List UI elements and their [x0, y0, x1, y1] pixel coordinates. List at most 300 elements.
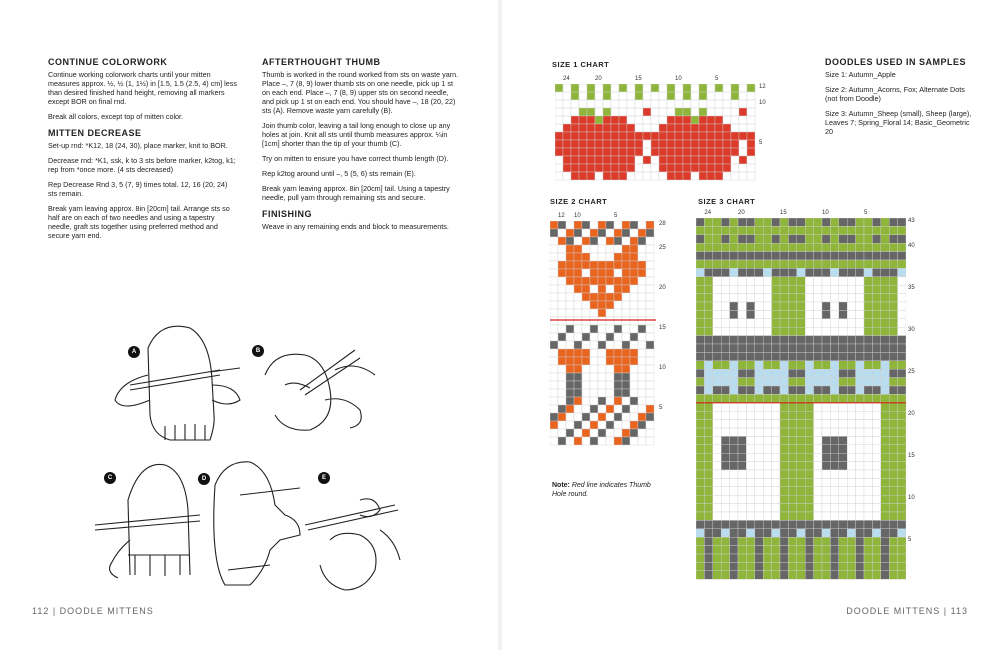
- chart-cell: [814, 252, 822, 260]
- chart-cell: [590, 269, 598, 277]
- chart-cell: [805, 554, 813, 562]
- chart-cell: [643, 156, 651, 164]
- chart-cell: [723, 84, 731, 92]
- chart-cell: [739, 132, 747, 140]
- chart-cell: [889, 487, 897, 495]
- chart-cell: [730, 352, 738, 360]
- chart-cell: [566, 293, 574, 301]
- chart-cell: [731, 156, 739, 164]
- chart-cell: [755, 302, 763, 310]
- chart-cell: [872, 403, 880, 411]
- chart-cell: [738, 403, 746, 411]
- chart-cell: [590, 357, 598, 365]
- chart-cell: [830, 344, 838, 352]
- chart-cell: [595, 140, 603, 148]
- chart-cell: [603, 140, 611, 148]
- chart-cell: [797, 218, 805, 226]
- chart-cell: [805, 235, 813, 243]
- chart-cell: [872, 235, 880, 243]
- chart-cell: [797, 453, 805, 461]
- chart-cell: [696, 554, 704, 562]
- chart-cell: [746, 336, 754, 344]
- chart-cell: [780, 277, 788, 285]
- chart-cell: [713, 310, 721, 318]
- chart-cell: [839, 268, 847, 276]
- chart-cell: [730, 235, 738, 243]
- chart-cell: [738, 361, 746, 369]
- chart-cell: [730, 495, 738, 503]
- chart-cell: [898, 386, 906, 394]
- row-tick: 5: [759, 140, 763, 146]
- chart-cell: [555, 92, 563, 100]
- chart-cell: [598, 261, 606, 269]
- chart-cell: [772, 302, 780, 310]
- chart-cell: [590, 397, 598, 405]
- chart-cell: [595, 156, 603, 164]
- chart-cell: [574, 253, 582, 261]
- chart-cell: [566, 277, 574, 285]
- chart-cell: [814, 537, 822, 545]
- chart-cell: [619, 124, 627, 132]
- chart-cell: [598, 325, 606, 333]
- chart-cell: [696, 302, 704, 310]
- chart-cell: [847, 302, 855, 310]
- chart-cell: [747, 116, 755, 124]
- chart-cell: [898, 268, 906, 276]
- chart-cell: [555, 140, 563, 148]
- chart-cell: [566, 237, 574, 245]
- chart-cell: [582, 397, 590, 405]
- section-heading: MITTEN DECREASE: [48, 128, 142, 138]
- chart-cell: [723, 148, 731, 156]
- chart-cell: [763, 344, 771, 352]
- chart-cell: [772, 411, 780, 419]
- chart-cell: [619, 92, 627, 100]
- chart-cell: [772, 394, 780, 402]
- chart-cell: [755, 445, 763, 453]
- chart-cell: [856, 504, 864, 512]
- chart-cell: [847, 420, 855, 428]
- chart-cell: [856, 428, 864, 436]
- chart-cell: [683, 116, 691, 124]
- chart-cell: [830, 302, 838, 310]
- chart-cell: [872, 462, 880, 470]
- chart-cell: [898, 226, 906, 234]
- chart-cell: [898, 453, 906, 461]
- chart-cell: [707, 172, 715, 180]
- chart-cell: [755, 268, 763, 276]
- chart-cell: [889, 218, 897, 226]
- chart-cell: [788, 361, 796, 369]
- chart-cell: [730, 470, 738, 478]
- row-tick: 43: [908, 218, 915, 224]
- chart-cell: [881, 336, 889, 344]
- chart-cell: [566, 261, 574, 269]
- chart-cell: [805, 369, 813, 377]
- chart-cell: [713, 512, 721, 520]
- chart-cell: [755, 428, 763, 436]
- chart-cell: [667, 164, 675, 172]
- chart-cell: [638, 373, 646, 381]
- chart-cell: [699, 156, 707, 164]
- chart-cell: [638, 333, 646, 341]
- chart-cell: [898, 352, 906, 360]
- chart-cell: [713, 445, 721, 453]
- chart-cell: [646, 357, 654, 365]
- chart-cell: [622, 349, 630, 357]
- chart-cell: [898, 302, 906, 310]
- chart-cell: [587, 164, 595, 172]
- chart-cell: [856, 252, 864, 260]
- chart-cell: [746, 512, 754, 520]
- chart-cell: [847, 462, 855, 470]
- chart-cell: [780, 403, 788, 411]
- chart-cell: [822, 504, 830, 512]
- chart-cell: [611, 100, 619, 108]
- chart-cell: [667, 100, 675, 108]
- chart-cell: [704, 554, 712, 562]
- chart-cell: [847, 294, 855, 302]
- chart-cell: [582, 285, 590, 293]
- chart-cell: [889, 294, 897, 302]
- chart-cell: [788, 546, 796, 554]
- chart-cell: [723, 140, 731, 148]
- chart-cell: [898, 394, 906, 402]
- chart-cell: [864, 352, 872, 360]
- chart-cell: [822, 302, 830, 310]
- chart-cell: [847, 310, 855, 318]
- chart-cell: [691, 172, 699, 180]
- chart-cell: [704, 495, 712, 503]
- chart-cell: [847, 369, 855, 377]
- instruction-paragraph: Set-up rnd: *K12, 18 (24, 30), place marker, knit to BOR.: [48, 141, 228, 150]
- chart-cell: [590, 317, 598, 325]
- chart-cell: [721, 294, 729, 302]
- chart-cell: [747, 164, 755, 172]
- chart-cell: [603, 108, 611, 116]
- chart-cell: [738, 327, 746, 335]
- chart-cell: [856, 235, 864, 243]
- chart-cell: [590, 437, 598, 445]
- illustration-e: [305, 499, 400, 590]
- chart-cell: [780, 470, 788, 478]
- chart-cell: [856, 268, 864, 276]
- chart-cell: [598, 221, 606, 229]
- chart-cell: [814, 243, 822, 251]
- chart-cell: [713, 571, 721, 579]
- chart-cell: [643, 108, 651, 116]
- chart-cell: [864, 260, 872, 268]
- chart-cell: [898, 546, 906, 554]
- chart-cell: [606, 389, 614, 397]
- chart-cell: [606, 325, 614, 333]
- chart-cell: [747, 124, 755, 132]
- chart-cell: [805, 226, 813, 234]
- chart-cell: [646, 277, 654, 285]
- chart-cell: [574, 269, 582, 277]
- chart-cell: [872, 386, 880, 394]
- chart-cell: [606, 357, 614, 365]
- chart-cell: [590, 421, 598, 429]
- chart-cell: [738, 285, 746, 293]
- chart-cell: [558, 437, 566, 445]
- chart-cell: [646, 325, 654, 333]
- chart-cell: [704, 310, 712, 318]
- chart-cell: [704, 235, 712, 243]
- chart-cell: [635, 100, 643, 108]
- instruction-section: [262, 58, 462, 202]
- chart-cell: [683, 84, 691, 92]
- chart-cell: [595, 172, 603, 180]
- chart-cell: [889, 478, 897, 486]
- chart-cell: [847, 436, 855, 444]
- chart-cell: [696, 420, 704, 428]
- chart-cell: [881, 512, 889, 520]
- chart-cell: [611, 140, 619, 148]
- chart-cell: [646, 437, 654, 445]
- chart-cell: [627, 124, 635, 132]
- chart-cell: [847, 453, 855, 461]
- chart-cell: [797, 369, 805, 377]
- chart-cell: [822, 478, 830, 486]
- size3-chart: [696, 218, 906, 594]
- chart-cell: [574, 333, 582, 341]
- chart-cell: [731, 148, 739, 156]
- chart-cell: [563, 116, 571, 124]
- chart-cell: [872, 394, 880, 402]
- column-tick: 10: [822, 210, 829, 216]
- chart-cell: [746, 428, 754, 436]
- chart-cell: [814, 554, 822, 562]
- chart-cell: [780, 218, 788, 226]
- chart-cell: [872, 218, 880, 226]
- chart-cell: [723, 116, 731, 124]
- chart-cell: [739, 108, 747, 116]
- chart-cell: [699, 84, 707, 92]
- chart-cell: [614, 285, 622, 293]
- text-column-1: [48, 58, 238, 248]
- chart-cell: [889, 495, 897, 503]
- chart-cell: [721, 386, 729, 394]
- chart-cell: [780, 520, 788, 528]
- chart-cell: [772, 546, 780, 554]
- chart-cell: [830, 252, 838, 260]
- chart-cell: [598, 341, 606, 349]
- chart-cell: [730, 218, 738, 226]
- chart-cell: [579, 116, 587, 124]
- chart-cell: [606, 397, 614, 405]
- chart-cell: [731, 116, 739, 124]
- chart-cell: [587, 148, 595, 156]
- chart-cell: [830, 403, 838, 411]
- chart-cell: [881, 411, 889, 419]
- chart-cell: [898, 243, 906, 251]
- chart-cell: [746, 470, 754, 478]
- chart-cell: [755, 520, 763, 528]
- chart-cell: [730, 344, 738, 352]
- chart-cell: [797, 386, 805, 394]
- chart-cell: [889, 411, 897, 419]
- chart-cell: [730, 420, 738, 428]
- chart-cell: [721, 537, 729, 545]
- chart-cell: [872, 470, 880, 478]
- chart-cell: [805, 327, 813, 335]
- chart-cell: [797, 470, 805, 478]
- chart-cell: [814, 495, 822, 503]
- chart-cell: [704, 546, 712, 554]
- chart-cell: [830, 436, 838, 444]
- chart-cell: [704, 386, 712, 394]
- chart-cell: [630, 389, 638, 397]
- chart-cell: [550, 413, 558, 421]
- chart-cell: [872, 277, 880, 285]
- chart-cell: [805, 336, 813, 344]
- chart-cell: [606, 373, 614, 381]
- chart-cell: [704, 361, 712, 369]
- chart-cell: [707, 124, 715, 132]
- chart-cell: [889, 226, 897, 234]
- chart-cell: [881, 260, 889, 268]
- chart-cell: [881, 344, 889, 352]
- chart-cell: [606, 365, 614, 373]
- chart-cell: [822, 520, 830, 528]
- chart-cell: [622, 301, 630, 309]
- chart-cell: [731, 164, 739, 172]
- chart-cell: [864, 319, 872, 327]
- chart-cell: [696, 428, 704, 436]
- chart-cell: [797, 252, 805, 260]
- chart-cell: [646, 389, 654, 397]
- column-tick: 24: [563, 76, 570, 82]
- chart-cell: [622, 221, 630, 229]
- chart-cell: [763, 562, 771, 570]
- chart-cell: [830, 462, 838, 470]
- section-heading: AFTERTHOUGHT THUMB: [262, 57, 381, 67]
- chart-cell: [555, 100, 563, 108]
- chart-cell: [822, 453, 830, 461]
- chart-cell: [574, 429, 582, 437]
- chart-cell: [814, 336, 822, 344]
- chart-cell: [814, 285, 822, 293]
- chart-cell: [772, 495, 780, 503]
- chart-cell: [839, 436, 847, 444]
- chart-cell: [772, 554, 780, 562]
- chart-cell: [566, 381, 574, 389]
- chart-cell: [872, 327, 880, 335]
- chart-cell: [598, 349, 606, 357]
- chart-cell: [864, 344, 872, 352]
- chart-cell: [797, 302, 805, 310]
- chart-cell: [898, 487, 906, 495]
- chart-cell: [822, 554, 830, 562]
- chart-cell: [566, 405, 574, 413]
- chart-cell: [755, 294, 763, 302]
- chart-cell: [780, 546, 788, 554]
- chart-cell: [797, 571, 805, 579]
- chart-cell: [864, 386, 872, 394]
- chart-cell: [667, 84, 675, 92]
- chart-cell: [797, 529, 805, 537]
- chart-cell: [704, 487, 712, 495]
- chart-cell: [881, 554, 889, 562]
- chart-cell: [630, 405, 638, 413]
- chart-cell: [590, 261, 598, 269]
- illustration-badge-a: A: [128, 346, 140, 358]
- chart-cell: [898, 562, 906, 570]
- chart-cell: [763, 294, 771, 302]
- chart-cell: [622, 269, 630, 277]
- chart-cell: [683, 100, 691, 108]
- chart-cell: [606, 341, 614, 349]
- chart-cell: [675, 116, 683, 124]
- chart-cell: [763, 571, 771, 579]
- chart-cell: [814, 571, 822, 579]
- chart-cell: [603, 172, 611, 180]
- chart-cell: [889, 562, 897, 570]
- chart-cell: [590, 405, 598, 413]
- chart-cell: [619, 132, 627, 140]
- chart-cell: [746, 562, 754, 570]
- chart-cell: [780, 310, 788, 318]
- chart-cell: [574, 261, 582, 269]
- chart-cell: [788, 327, 796, 335]
- chart-cell: [667, 108, 675, 116]
- chart-cell: [713, 319, 721, 327]
- chart-cell: [772, 512, 780, 520]
- chart-cell: [889, 386, 897, 394]
- chart-cell: [780, 436, 788, 444]
- chart-cell: [721, 268, 729, 276]
- chart-cell: [614, 413, 622, 421]
- chart-cell: [704, 394, 712, 402]
- chart-cell: [606, 237, 614, 245]
- chart-cell: [730, 554, 738, 562]
- chart-cell: [839, 571, 847, 579]
- chart-cell: [898, 252, 906, 260]
- chart-cell: [746, 361, 754, 369]
- row-tick: 28: [659, 221, 666, 227]
- chart-cell: [797, 546, 805, 554]
- chart-cell: [582, 229, 590, 237]
- chart-cell: [830, 512, 838, 520]
- chart-cell: [738, 369, 746, 377]
- chart-cell: [638, 269, 646, 277]
- chart-cell: [606, 421, 614, 429]
- chart-cell: [696, 352, 704, 360]
- chart-cell: [558, 421, 566, 429]
- chart-cell: [707, 132, 715, 140]
- chart-cell: [558, 293, 566, 301]
- chart-cell: [713, 478, 721, 486]
- chart-cell: [864, 462, 872, 470]
- chart-cell: [574, 309, 582, 317]
- chart-cell: [788, 285, 796, 293]
- chart-cell: [738, 260, 746, 268]
- chart-cell: [788, 470, 796, 478]
- chart-cell: [788, 403, 796, 411]
- chart-cell: [889, 546, 897, 554]
- chart-cell: [872, 487, 880, 495]
- chart-cell: [582, 429, 590, 437]
- row-tick: 10: [659, 365, 666, 371]
- chart-cell: [746, 386, 754, 394]
- chart-cell: [635, 172, 643, 180]
- chart-cell: [746, 445, 754, 453]
- chart-cell: [738, 243, 746, 251]
- chart-cell: [755, 277, 763, 285]
- chart-cell: [598, 229, 606, 237]
- chart-cell: [898, 403, 906, 411]
